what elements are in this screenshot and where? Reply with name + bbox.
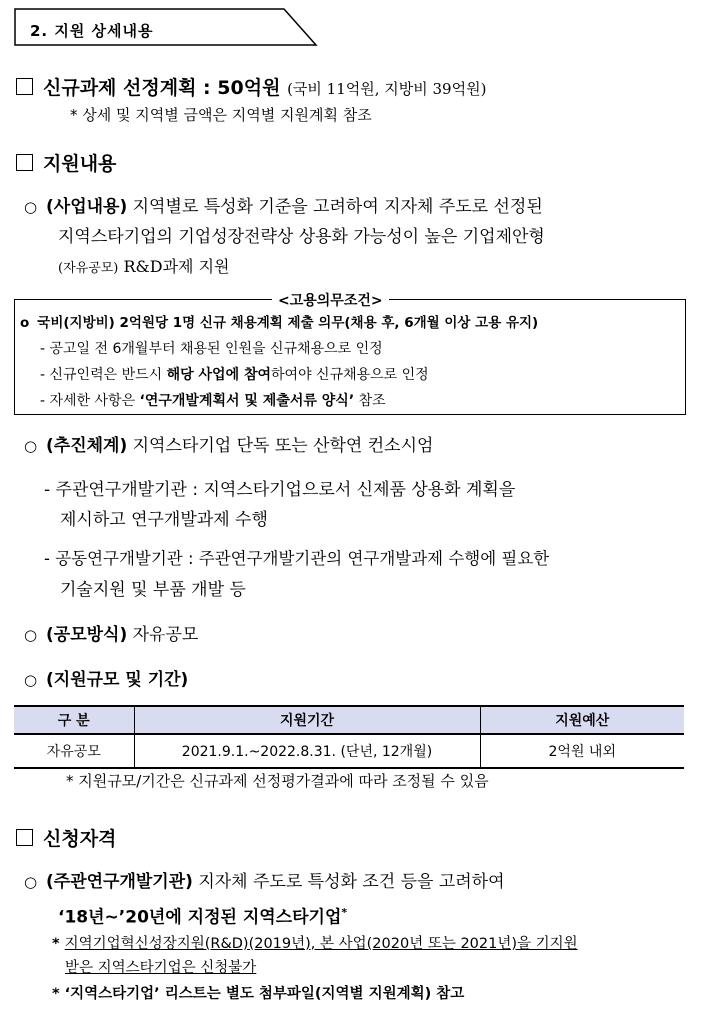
content-heading: 지원내용 [43,153,117,175]
scale-label: (지원규모 및 기간) [46,670,189,690]
eligibility-note-1a: 지역기업혁신성장지원(R&D)(2019년), 본 사업(2020년 또는 2021년)을 기지원 [64,936,578,952]
plan-note: * 상세 및 지역별 금액은 지역별 지원계획 참조 [70,106,372,124]
circle-bullet-icon: ○ [24,437,38,455]
plan-detail: (국비 11억원, 지방비 39억원) [287,80,487,98]
eligibility-line-1 [24,868,505,896]
eligibility-line-2 [58,899,347,932]
business-label: (사업내용) [46,197,128,217]
conditions-line-3 [40,390,386,410]
circle-bullet-icon: ○ [24,626,38,644]
structure-d2a: - 공동연구개발기관 : 주관연구개발기관의 연구개발과제 수행에 필요한 [44,549,550,568]
method-text: 자유공모 [127,625,199,645]
structure-text: 지역스타기업 단독 또는 산학연 컨소시엄 [127,436,434,456]
cell-category: 자유공모 [14,734,134,768]
conditions-line-2 [40,364,429,384]
header-budget: 지원예산 [480,706,684,734]
header-period: 지원기간 [134,706,480,734]
cell-period: 2021.9.1.~2022.8.31. (단년, 12개월) [134,734,480,768]
section-title: 2. 지원 상세내용 [30,22,154,40]
scale-note: * 지원규모/기간은 신규과제 선정평가결과에 따라 조정될 수 있음 [66,772,489,790]
eligibility-note-1 [52,932,578,980]
conditions-line-2c: 하여야 신규채용으로 인정 [271,367,429,383]
content-heading-row [16,149,116,176]
structure-d1b: 제시하고 연구개발과제 수행 [60,510,268,530]
conditions-line-3c: 참조 [354,393,386,409]
eligibility-note-2: * ‘지역스타기업’ 리스트는 별도 첨부파일(지역별 지원계획) 참고 [52,986,465,1002]
method-label: (공모방식) [46,625,128,645]
scale-line [24,666,188,694]
square-bullet-icon [16,154,33,171]
conditions-line-2a: - 신규인력은 반드시 [40,367,167,383]
business-text-3a: (자유공모) [58,261,119,276]
business-line-3 [58,253,230,283]
square-bullet-icon [16,829,33,846]
business-line-1 [24,193,543,221]
business-line-2: 지역스타기업의 기업성장전략상 상용화 가능성이 높은 기업제안형 [58,227,545,247]
business-text-1: 지역별로 특성화 기준을 고려하여 지자체 주도로 선정된 [127,197,543,217]
circle-bullet-icon: ○ [24,873,38,891]
plan-heading-row [16,73,486,100]
eligibility-text-1: 지자체 주도로 특성화 조건 등을 고려하여 [192,872,505,892]
square-bullet-icon [16,78,33,95]
method-line [24,621,198,649]
circle-bullet-icon: ○ [24,671,38,689]
conditions-line-3a: - 자세한 사항은 [40,393,140,409]
structure-line [24,432,433,460]
small-circle-bullet-icon: o [20,315,30,331]
schedule-table [14,705,684,769]
circle-bullet-icon: ○ [24,198,38,216]
eligibility-heading: 신청자격 [43,828,117,850]
conditions-main [20,311,538,331]
conditions-title: <고용의무조건> [272,290,389,310]
structure-d2b: 기술지원 및 부품 개발 등 [60,580,246,600]
header-category: 구 분 [14,706,134,734]
eligibility-heading-row [16,824,116,851]
conditions-line-1: - 공고일 전 6개월부터 채용된 인원을 신규채용으로 인정 [40,341,383,357]
business-text-3b: R&D과제 지원 [118,257,230,276]
eligibility-text-2: ‘18년~’20년에 지정된 지역스타기업 [58,907,342,928]
cell-budget: 2억원 내외 [480,734,684,768]
table-header-row [14,706,684,734]
eligibility-note-1b: 받은 지역스타기업은 신청불가 [65,960,257,976]
structure-d1a: - 주관연구개발기관 : 지역스타기업으로서 신제품 상용화 계획을 [44,480,516,500]
eligibility-star: * [341,906,348,919]
structure-label: (추진체계) [46,436,128,456]
eligibility-label: (주관연구개발기관) [46,872,193,892]
note-star-icon: * [52,936,65,952]
plan-heading: 신규과제 선정계획 : 50억원 [43,77,281,99]
conditions-main-text: 국비(지방비) 2억원당 1명 신규 채용계획 제출 의무(채용 후, 6개월 이상 고용 유지) [37,315,539,331]
table-row [14,734,684,768]
conditions-line-3b: ‘연구개발계획서 및 제출서류 양식’ [139,393,355,409]
conditions-line-2b: 해당 사업에 참여 [166,367,272,383]
